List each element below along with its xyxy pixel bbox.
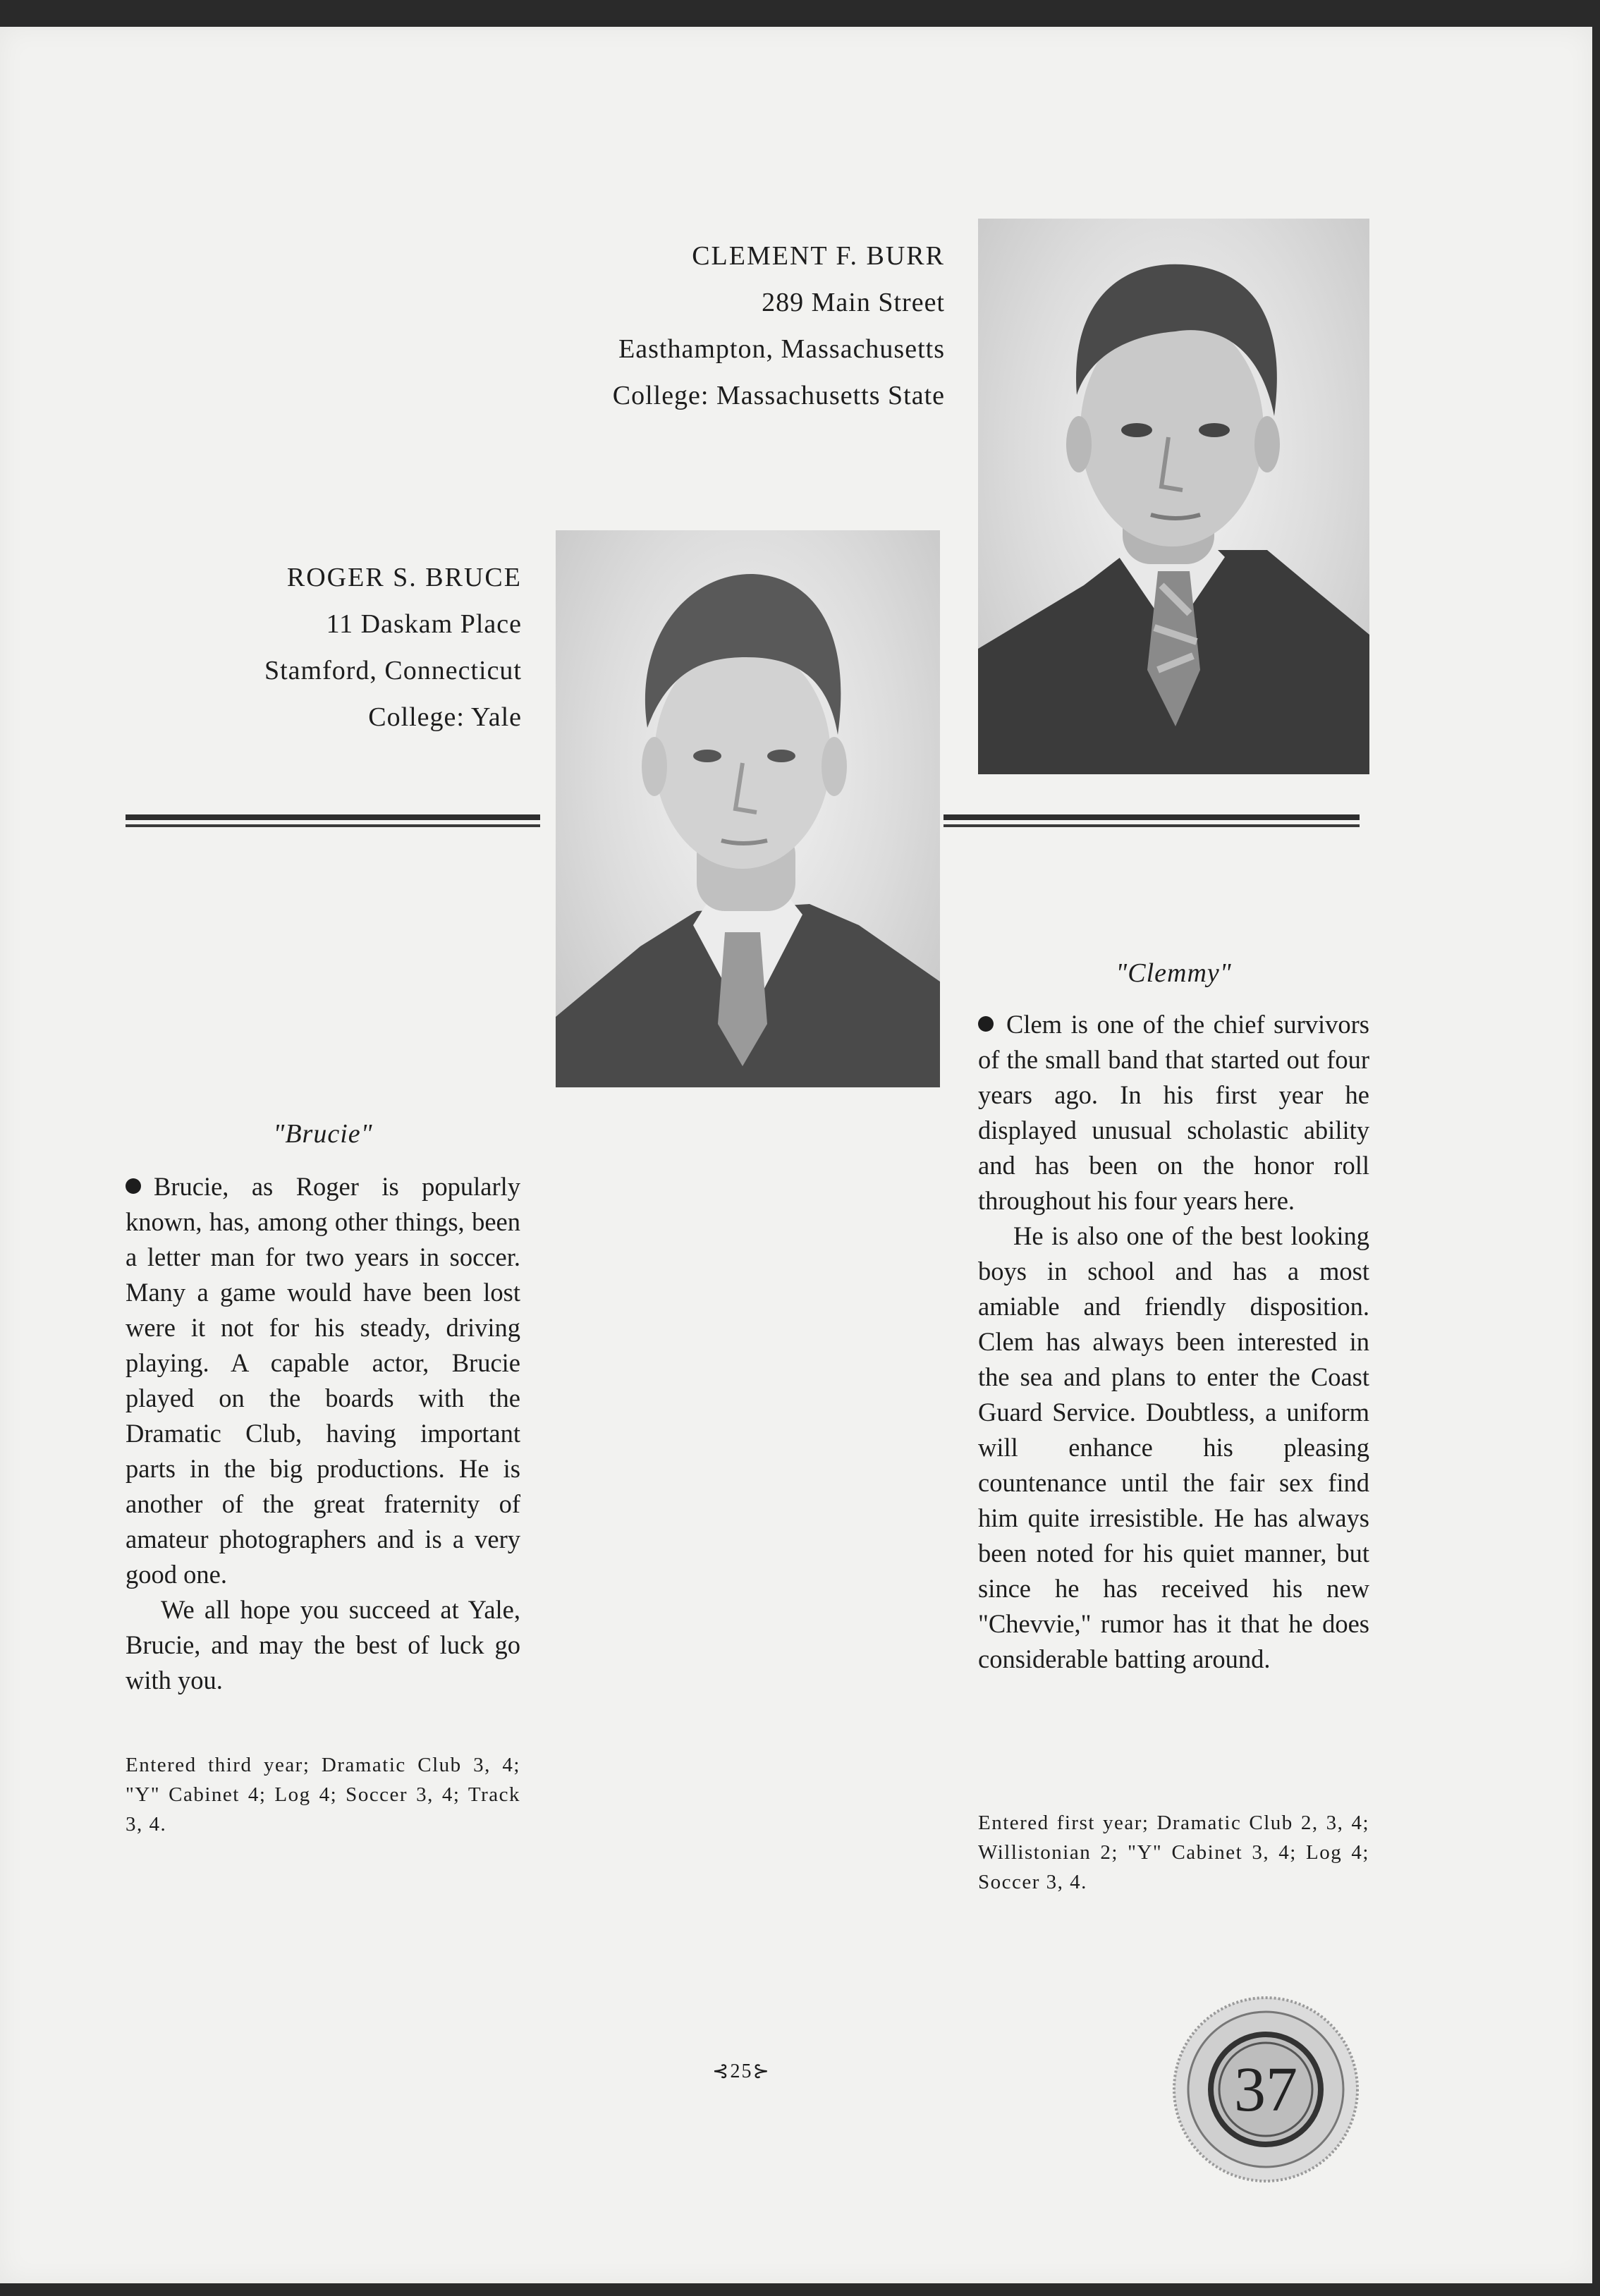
bruce-activities: Entered third year; Dramatic Club 3, 4; "Y" Cabinet 4; Log 4; Soccer 3, 4; Track 3, 4. xyxy=(126,1754,520,1836)
burr-city: Easthampton, Massachusetts xyxy=(618,334,945,364)
bruce-nickname: "Brucie" xyxy=(273,1119,373,1149)
burr-paragraph-1: Clem is one of the chief survivors of the small band that started out four years ago. In his first year he displayed unusual scholastic ability and has been on the honor roll throughout his four years here. xyxy=(978,1010,1369,1215)
burr-activities: Entered first year; Dramatic Club 2, 3, 4; Willistonian 2; "Y" Cabinet 3, 4; Log 4; Soccer 3, 4. xyxy=(978,1812,1369,1893)
bruce-portrait-photo xyxy=(556,530,940,1087)
burr-header xyxy=(494,233,945,419)
bruce-paragraph-2: We all hope you succeed at Yale, Brucie, and may the best of luck go with you. xyxy=(126,1595,520,1694)
page-number: ⊰25⊱ xyxy=(712,2060,771,2082)
burr-college: College: Massachusetts State xyxy=(612,381,945,410)
bruce-street: 11 Daskam Place xyxy=(326,609,522,639)
bruce-name: ROGER S. BRUCE xyxy=(286,563,522,592)
rule-thin-line xyxy=(943,824,1360,827)
right-double-rule xyxy=(943,814,1360,827)
seal-year-text: 37 xyxy=(1234,2055,1297,2125)
rule-thick-line xyxy=(126,814,540,820)
bruce-header xyxy=(169,554,522,740)
yearbook-page xyxy=(0,27,1592,2283)
class-year-seal-icon xyxy=(1171,1994,1361,2185)
bruce-paragraph-1: Brucie, as Roger is popularly known, has, among other things, been a letter man for two years in soccer. Many a game would have been lost were it not for his steady, driving playing. A capable actor, Brucie played on the boards with the Dramatic Club, having important parts in the big productions. He is another of the great fraternity of amateur photographers and is a very good one. xyxy=(126,1172,520,1589)
bruce-college: College: Yale xyxy=(368,702,522,732)
bullet-icon xyxy=(126,1178,141,1194)
burr-portrait-photo xyxy=(978,219,1369,774)
burr-street: 289 Main Street xyxy=(762,288,945,317)
burr-writeup xyxy=(978,1007,1369,1677)
page-number-value: 25 xyxy=(730,2060,753,2082)
burr-name: CLEMENT F. BURR xyxy=(692,241,945,271)
left-double-rule xyxy=(126,814,540,827)
burr-nickname: "Clemmy" xyxy=(1116,958,1232,988)
rule-thin-line xyxy=(126,824,540,827)
bullet-icon xyxy=(978,1016,994,1032)
bruce-writeup xyxy=(126,1169,520,1698)
rule-thick-line xyxy=(943,814,1360,820)
burr-paragraph-2: He is also one of the best looking boys in school and has a most amiable and friendly disposition. Clem has always been interested in the sea and plans to enter the Coast Guard Service. Doubtless, a uniform will enhance his pleasing countenance until the fair sex find him quite irresistible. He has always been noted for his quiet manner, but since he has received his new "Chevvie," rumor has it that he does considerable batting around. xyxy=(978,1221,1369,1673)
bruce-city: Stamford, Connecticut xyxy=(264,656,522,685)
